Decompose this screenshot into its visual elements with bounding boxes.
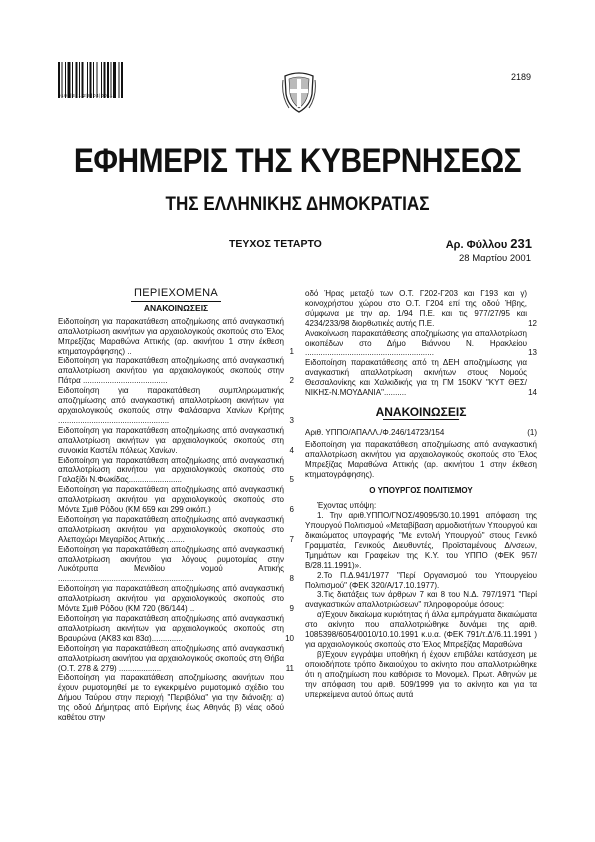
toc-entry-text: Ειδοποίηση για παρακατάθεση αποζημίωσης από αναγκαστική απαλλοτρίωση ακινήτων για αρχαιολογικούς σκοπούς στη συνοικία Καστέλι πόλεως Χανίων. — [58, 425, 284, 455]
toc-entry — [58, 584, 294, 614]
toc-entry — [58, 456, 294, 486]
reference-number: Αριθ. ΥΠΠΟ/ΑΠΑΛΛ./Φ.246/14723/154 — [305, 427, 445, 437]
masthead-subtitle: ΤΗΣ ΕΛΛΗΝΙΚΗΣ ΔΗΜΟΚΡΑΤΙΑΣ — [165, 194, 430, 215]
paragraph-2: 2.Το Π.Δ.941/1977 "Περί Οργανισμού του Υπουργείου Πολιτισμού" (ΦΕΚ 320/Α/17.10.1977). — [305, 570, 537, 590]
toc-entry-page: 7 — [289, 534, 294, 544]
toc-entry-text: οδό Ήρας μεταξύ των Ο.Τ. Γ202-Γ203 και Γ193 και γ) κοινοχρήστου χώρου στο Ο.Τ. Γ204 επί της οδού Ήβης, σύμφωνα με την αρ. 1/94 Π.Ε. και τις 977/27/95 και 4234/233/98 διορθωτικές αυτής Π.Ε. — [305, 289, 527, 328]
toc-entry-page: 11 — [285, 663, 294, 673]
toc-entry — [305, 329, 537, 359]
notice-intro: Ειδοποίηση για παρακατάθεση αποζημίωσης από αναγκαστική απαλλοτρίωση ακινήτου για αρχαιολογικούς σκοπούς στο Έλος Μπρεξίζας Μαραθώνα Αττικής (αρ. ακινήτου 1 στην έκθεση κτηματογράφησης). — [305, 439, 537, 479]
paragraph-5: β)Έχουν εγγράψει υποθήκη ή έχουν επιβάλει κατάσχεση με οποιοδήποτε τρόπο δικαιούχου το ακίνητο που απαλλοτριώθηκε ότι η αποζημίωση που καθόρισε το Μονομελ. Πρωτ. Αθηνών με την απόφαση του αριθ. 509/1999 για το ακίνητο και για τα υπερκείμενα αυτού όπως αυτά — [305, 649, 537, 699]
toc-entry-text: Ειδοποίηση για παρακατάθεση αποζημίωσης από αναγκαστική απαλλοτρίωση ακινήτων για αρχαιολογικούς σκοπούς στο Έλος Μπρεξίζας Μαραθώνα Αττικής (αρ. ακινήτου 1 στην έκθεση κτηματογράφησης) .. — [58, 316, 284, 356]
toc-entry-page: 13 — [528, 348, 537, 358]
toc-column — [58, 289, 294, 723]
toc-title-rule — [131, 301, 221, 302]
page-number: 2189 — [510, 72, 531, 82]
sheet-label: Αρ. Φύλλου — [445, 239, 508, 251]
toc-entry-text: Ειδοποίηση για παρακατάθεση αποζημίωσης από αναγκαστική απαλλοτρίωση ακινήτου για αρχαιολογικούς σκοπούς στο Γαλαξίδι Ν.Φωκίδας........................ — [58, 455, 284, 485]
issue-date: 28 Μαρτίου 2001 — [459, 253, 531, 264]
toc-entry-page: 1 — [289, 346, 294, 356]
paragraph-3: 3.Τις διατάξεις των άρθρων 7 και 8 του Ν.Δ. 797/1971 "Περί αναγκαστικών απαλλοτριώσεων" πληροφορούμε όσους: — [305, 590, 537, 610]
sheet-number — [446, 236, 532, 251]
toc-entry-page: 9 — [289, 604, 294, 614]
toc-entry-text: Ανακοίνωση παρακατάθεσης αποζημίωσης για απαλλοτρίωση οικοπέδων στο Δήμο Βιάννου Ν. Ηρακλείου .......................................................... — [305, 328, 527, 358]
toc-entry — [58, 515, 294, 545]
sheet-number-value: 231 — [510, 236, 532, 251]
toc-entry-text: Ειδοποίηση για παρακατάθεση αποζημίωσης από αναγκαστική απαλλοτρίωση ακινήτου για αρχαιολογικούς σκοπούς στο Μόντε Σμιθ Ρόδου (ΚΜ 720 (86/144) .. — [58, 584, 284, 614]
toc-entry-text: Ειδοποίηση για παρακατάθεση αποζημίωσης από αναγκαστική απαλλοτρίωση ακινήτου για αρχαιολογικούς σκοπούς στη Θήβα (Ο.Τ. 278 & 279) ................... — [58, 643, 284, 673]
toc-entry-text: Ειδοποίηση για παρακατάθεση αποζημίωσης από αναγκαστική απαλλοτρίωση ακινήτου για αρχαιολογικούς σκοπούς στην Πάτρα ...................................... — [58, 356, 284, 386]
toc-entry-text: Ειδοποίηση παρακατάθεσης από τη ΔΕΗ αποζημίωσης για αναγκαστική απαλλοτρίωση ακινήτων στους Νομούς Θεσσαλονίκης και Χαλκιδικής για τη ΓΜ 150KV "ΚΥΤ ΘΕΣ/ΝΙΚΗΣ-Ν.ΜΟΥΔΑΝΙΑ".......... — [305, 358, 527, 398]
toc-entry-page: 3 — [289, 415, 294, 425]
body-column — [305, 289, 537, 699]
toc-entry-text: Ειδοποίηση για παρακατάθεση αποζημίωσης από αναγκαστική απαλλοτρίωση ακινήτων για αρχαιολογικούς σκοπούς στη Βραυρώνα (ΑΚ83 και 83α).............. — [58, 614, 284, 643]
toc-entry-page: 4 — [289, 445, 294, 455]
toc-entry-page: 2 — [289, 376, 294, 386]
toc-entry-text: Ειδοποίηση για παρακατάθεση αποζημίωσης από αναγκαστική απαλλοτρίωση ακινήτου για αρχαιολογικούς σκοπούς στο Αλεποχώρι Μεγαρίδος Αττικής ........ — [58, 514, 284, 544]
toc-entry — [58, 317, 294, 357]
section-title-rule — [383, 419, 459, 420]
toc-entry — [58, 644, 294, 674]
toc-entry — [58, 545, 294, 585]
toc-entry-page: 10 — [285, 633, 294, 643]
toc-entry — [305, 289, 537, 329]
toc-entry-text: Ειδοποίηση για παρακατάθεση αποζημίωσης ακινήτων που έχουν ρυμοτομηθεί με το εγκεκριμένο ρυμοτομικό σχέδιο του Δήμου Ταύρου στην περιοχή "Περιβόλια" για την διάνοιξη: α) της οδού Δήμητρας από Ειρήνης έως Αθηνάς β) νέας οδού καθέτου στην — [58, 673, 284, 723]
toc-entries-continued — [305, 289, 537, 398]
toc-entry — [58, 614, 294, 644]
toc-entry-page: 14 — [528, 388, 537, 398]
toc-entry-page: 5 — [289, 475, 294, 485]
having-in-view: Έχοντας υπόψη: — [317, 501, 377, 511]
masthead-title: ΕΦΗΜΕΡΙΣ ΤΗΣ ΚΥΒΕΡΝΗΣΕΩΣ — [73, 142, 522, 180]
toc-entry — [305, 358, 537, 398]
barcode-number: 0100|321|2|8|04|0011 — [58, 93, 114, 98]
toc-entries — [58, 317, 294, 723]
toc-entry-page: 8 — [289, 574, 294, 584]
toc-entry-text: Ειδοποίηση για παρακατάθεση αποζημίωσης από αναγκαστική απαλλοτρίωση ακινήτου για αρχαιολογικούς σκοπούς στο Μόντε Σμιθ Ρόδου (ΚΜ 659 και 299 οικόπ.) — [58, 485, 284, 515]
toc-entry — [58, 356, 294, 386]
toc-entry-page: 6 — [289, 505, 294, 515]
issue-label: ΤΕΥΧΟΣ ΤΕΤΑΡΤΟ — [229, 238, 322, 250]
coat-of-arms-icon — [281, 70, 317, 114]
toc-entry-page: 12 — [528, 318, 537, 328]
toc-section-title: ΑΝΑΚΟΙΝΩΣΕΙΣ — [143, 302, 209, 313]
toc-entry — [58, 485, 294, 515]
reference-line — [305, 428, 537, 438]
toc-entry — [58, 673, 294, 723]
toc-entry — [58, 386, 294, 426]
section-title: ΑΝΑΚΟΙΝΩΣΕΙΣ — [375, 404, 467, 419]
paragraph-1: 1. Την αριθ.ΥΠΠΟ/ΓΝΟΣ/49095/30.10.1991 απόφαση της Υπουργού Πολιτισμού «Μεταβίβαση αρμοδιοτήτων Υπουργού και δικαιώματος υπογραφής "Με εντολή Υπουργού" στους Γενικό Γραμματέα, Γενικούς Διευθυντές, Προϊσταμένους Δ/νσεων, Τμημάτων και Γραφείων της Κ.Υ. του ΥΠΠΟ (ΦΕΚ 957/Β/28.11.1991)». — [305, 511, 537, 570]
toc-entry-text: Ειδοποίηση για παρακατάθεση αποζημίωσης από αναγκαστική απαλλοτρίωση ακινήτου για λόγους ρυμοτομίας στην Λυκότρυπα Μενιδίου νομού Αττικής ............................................................. — [58, 544, 284, 584]
reference-index: (1) — [527, 427, 537, 437]
toc-title: ΠΕΡΙΕΧΟΜΕΝΑ — [134, 287, 218, 299]
toc-entry-text: Ειδοποίηση για παρακατάθεση συμπληρωματικής αποζημίωσης από αναγκαστική απαλλοτρίωση ακινήτων για αρχαιολογικούς σκοπούς στην Φαλάσαρνα Χανίων Κρήτης .................................................. — [58, 386, 284, 425]
paragraph-4: α)Έχουν δικαίωμα κυριότητας ή άλλα εμπράγματα δικαιώματα στο ακίνητο που απαλλοτριώθηκε δυνάμει της αριθ. 1085398/6054/0010/10.10.1991 κ.υ.α. (ΦΕΚ 791/τ.Δ'/6.11.1991 ) για αρχαιολογικούς σκοπούς στο Έλος Μπρεξίζας Μαραθώνα — [305, 610, 537, 649]
toc-entry — [58, 426, 294, 456]
minister-heading: Ο ΥΠΟΥΡΓΟΣ ΠΟΛΙΤΙΣΜΟΥ — [369, 486, 473, 496]
